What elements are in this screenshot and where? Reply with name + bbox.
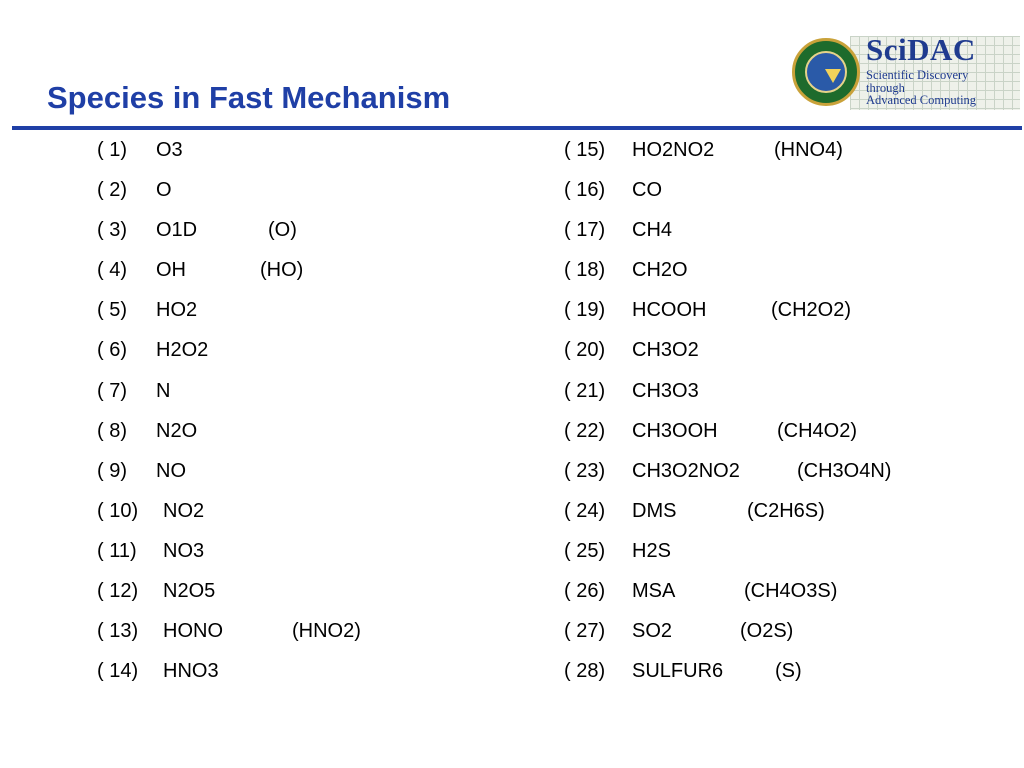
scidac-logo xyxy=(790,32,1022,112)
species-number: ( 14) xyxy=(97,660,139,683)
species-name: N2O xyxy=(156,419,198,442)
species-name: SULFUR6 xyxy=(632,660,724,683)
species-name: O xyxy=(156,179,172,202)
logo-tagline xyxy=(866,69,976,107)
species-number: ( 6) xyxy=(97,339,127,362)
species-number: ( 8) xyxy=(97,419,127,442)
species-name: CH2O xyxy=(632,259,688,282)
doe-seal-icon xyxy=(792,38,860,106)
species-name: MSA xyxy=(632,580,676,603)
species-formula: (HO) xyxy=(260,259,304,282)
species-number: ( 25) xyxy=(564,539,606,562)
species-formula: (CH4O2) xyxy=(777,419,858,442)
species-number: ( 27) xyxy=(564,620,606,643)
title-divider xyxy=(12,126,1022,130)
species-number: ( 21) xyxy=(564,379,606,402)
species-number: ( 17) xyxy=(564,219,606,242)
species-number: ( 15) xyxy=(564,139,606,161)
species-number: ( 22) xyxy=(564,419,606,442)
species-number: ( 24) xyxy=(564,499,606,522)
species-name: N2O5 xyxy=(163,580,216,603)
seal-inner xyxy=(805,51,847,93)
species-name: HNO3 xyxy=(163,660,219,683)
species-number: ( 23) xyxy=(564,459,606,482)
species-number: ( 18) xyxy=(564,259,606,282)
species-number: ( 13) xyxy=(97,620,139,643)
species-number: ( 5) xyxy=(97,299,127,322)
species-formula: (CH4O3S) xyxy=(744,580,838,603)
species-name: HCOOH xyxy=(632,299,707,322)
eagle-icon xyxy=(825,69,841,83)
species-name: NO2 xyxy=(163,499,205,522)
species-number: ( 28) xyxy=(564,660,606,683)
species-name: H2S xyxy=(632,539,671,562)
species-formula: (CH2O2) xyxy=(771,299,852,322)
species-name: CH3OOH xyxy=(632,419,718,442)
species-number: ( 10) xyxy=(97,499,139,522)
species-number: ( 19) xyxy=(564,299,606,322)
species-name: O3 xyxy=(156,139,183,161)
species-formula: (O2S) xyxy=(740,620,794,643)
logo-tagline-line: through xyxy=(866,80,905,95)
species-number: ( 4) xyxy=(97,259,127,282)
species-name: HO2NO2 xyxy=(632,139,715,161)
species-name: CH3O2NO2 xyxy=(632,459,740,482)
species-formula: (HNO4) xyxy=(774,139,843,161)
species-name: H2O2 xyxy=(156,339,209,362)
species-name: CO xyxy=(632,179,662,202)
species-formula: (C2H6S) xyxy=(747,499,825,522)
species-formula: (S) xyxy=(775,660,802,683)
species-name: O1D xyxy=(156,219,198,242)
species-name: HO2 xyxy=(156,299,198,322)
species-number: ( 11) xyxy=(97,539,137,562)
logo-name: SciDAC xyxy=(866,32,976,67)
species-name: N xyxy=(156,379,171,402)
species-number: ( 16) xyxy=(564,179,606,202)
species-name: DMS xyxy=(632,499,677,522)
species-number: ( 26) xyxy=(564,580,606,603)
logo-tagline-line: Scientific Discovery xyxy=(866,68,969,82)
slide-title: Species in Fast Mechanism xyxy=(47,80,451,115)
species-name: SO2 xyxy=(632,620,673,643)
species-formula: (CH3O4N) xyxy=(797,459,892,482)
species-number: ( 9) xyxy=(97,459,127,482)
species-number: ( 3) xyxy=(97,219,127,242)
species-number: ( 1) xyxy=(97,139,127,161)
species-formula: (HNO2) xyxy=(292,620,361,643)
species-name: NO xyxy=(156,459,186,482)
species-name: CH3O3 xyxy=(632,379,699,402)
species-name: CH3O2 xyxy=(632,339,699,362)
species-number: ( 20) xyxy=(564,339,606,362)
logo-tagline-line: Advanced Computing xyxy=(866,93,977,107)
species-number: ( 7) xyxy=(97,379,127,402)
species-name: HONO xyxy=(163,620,223,643)
species-formula: (O) xyxy=(268,219,297,242)
species-number: ( 12) xyxy=(97,580,139,603)
species-name: OH xyxy=(156,259,186,282)
species-name: CH4 xyxy=(632,219,673,242)
species-name: NO3 xyxy=(163,539,205,562)
species-number: ( 2) xyxy=(97,179,127,202)
